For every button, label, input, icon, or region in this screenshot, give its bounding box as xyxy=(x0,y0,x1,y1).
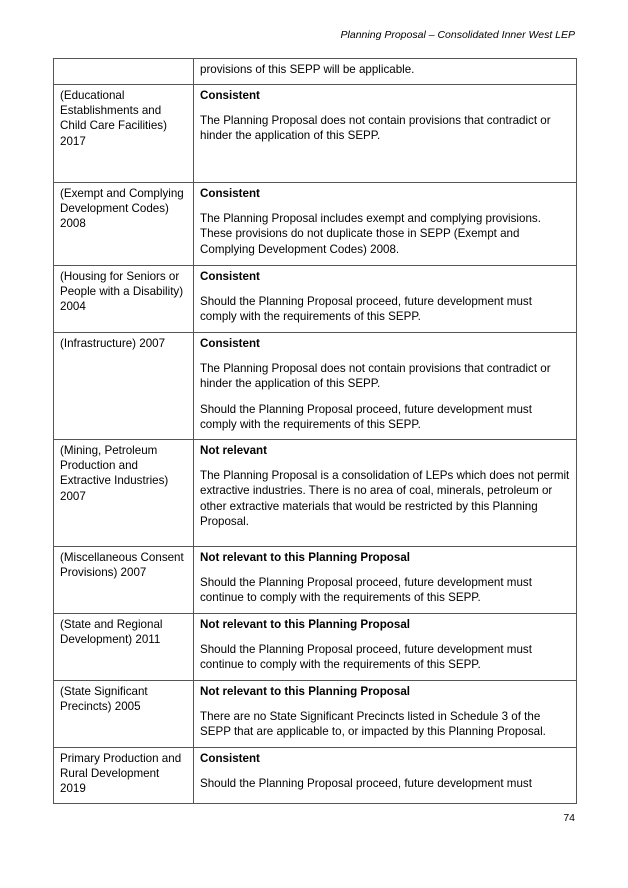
sepp-assessment-cell xyxy=(194,85,577,183)
table-row xyxy=(54,681,577,748)
sepp-assessment-cell xyxy=(194,614,577,681)
table-row xyxy=(54,85,577,183)
page-header: Planning Proposal – Consolidated Inner West LEP xyxy=(340,29,575,41)
sepp-assessment-cell xyxy=(194,748,577,804)
consistency-status: Consistent xyxy=(200,270,260,283)
assessment-paragraph: The Planning Proposal does not contain provisions that contradict or hinder the application of this SEPP. xyxy=(200,362,551,391)
table-row xyxy=(54,748,577,804)
assessment-paragraph: Should the Planning Proposal proceed, future development must comply with the requirements of this SEPP. xyxy=(200,402,532,431)
table-row xyxy=(54,440,577,547)
sepp-assessment-cell xyxy=(194,266,577,333)
assessment-paragraph: The Planning Proposal is a consolidation of LEPs which does not permit extractive industries. There is no area of coal, minerals, petroleum or other extractive materials that would be restricted by this Planning Proposal. xyxy=(200,469,570,528)
assessment-paragraph: provisions of this SEPP will be applicable. xyxy=(200,63,415,76)
consistency-status: Not relevant to this Planning Proposal xyxy=(200,551,411,564)
table-row xyxy=(54,59,577,85)
assessment-paragraph: Should the Planning Proposal proceed, future development must continue to comply with the requirements of this SEPP. xyxy=(200,576,532,605)
sepp-consistency-table xyxy=(53,58,577,804)
sepp-assessment-cell xyxy=(194,59,577,85)
sepp-name-cell: (Housing for Seniors or People with a Disability) 2004 xyxy=(54,266,194,333)
assessment-paragraph: The Planning Proposal does not contain provisions that contradict or hinder the application of this SEPP. xyxy=(200,114,551,143)
table-row xyxy=(54,333,577,440)
assessment-paragraph: Should the Planning Proposal proceed, future development must continue to comply with the requirements of this SEPP. xyxy=(200,643,532,672)
assessment-paragraph: Should the Planning Proposal proceed, future development must xyxy=(200,777,532,791)
sepp-name-cell: (Exempt and Complying Development Codes) 2008 xyxy=(54,183,194,266)
sepp-name-cell: Primary Production and Rural Development 2019 xyxy=(54,748,194,804)
consistency-status: Not relevant to this Planning Proposal xyxy=(200,618,411,631)
consistency-status: Consistent xyxy=(200,89,260,102)
consistency-status: Consistent xyxy=(200,187,260,200)
sepp-assessment-cell xyxy=(194,440,577,547)
consistency-status: Consistent xyxy=(200,337,260,350)
page-number: 74 xyxy=(563,812,575,824)
consistency-status: Not relevant to this Planning Proposal xyxy=(200,685,411,698)
consistency-status: Consistent xyxy=(200,752,260,765)
table-row xyxy=(54,614,577,681)
sepp-name-cell xyxy=(54,59,194,85)
assessment-paragraph: There are no State Significant Precincts listed in Schedule 3 of the SEPP that are applicable to, or impacted by this Planning Proposal. xyxy=(200,710,546,739)
sepp-assessment-cell xyxy=(194,547,577,614)
table-row xyxy=(54,183,577,266)
sepp-assessment-cell xyxy=(194,681,577,748)
consistency-status: Not relevant xyxy=(200,444,268,457)
sepp-assessment-cell xyxy=(194,183,577,266)
assessment-paragraph: The Planning Proposal includes exempt and complying provisions. These provisions do not duplicate those in SEPP (Exempt and Complying Development Codes) 2008. xyxy=(200,212,541,256)
table-row xyxy=(54,547,577,614)
sepp-name-cell: (Mining, Petroleum Production and Extractive Industries) 2007 xyxy=(54,440,194,547)
table-row xyxy=(54,266,577,333)
sepp-name-cell: (State Significant Precincts) 2005 xyxy=(54,681,194,748)
sepp-name-cell: (Infrastructure) 2007 xyxy=(54,333,194,440)
sepp-name-cell: (State and Regional Development) 2011 xyxy=(54,614,194,681)
assessment-paragraph: Should the Planning Proposal proceed, future development must comply with the requirements of this SEPP. xyxy=(200,295,532,324)
sepp-name-cell: (Educational Establishments and Child Care Facilities) 2017 xyxy=(54,85,194,183)
sepp-name-cell: (Miscellaneous Consent Provisions) 2007 xyxy=(54,547,194,614)
sepp-assessment-cell xyxy=(194,333,577,440)
